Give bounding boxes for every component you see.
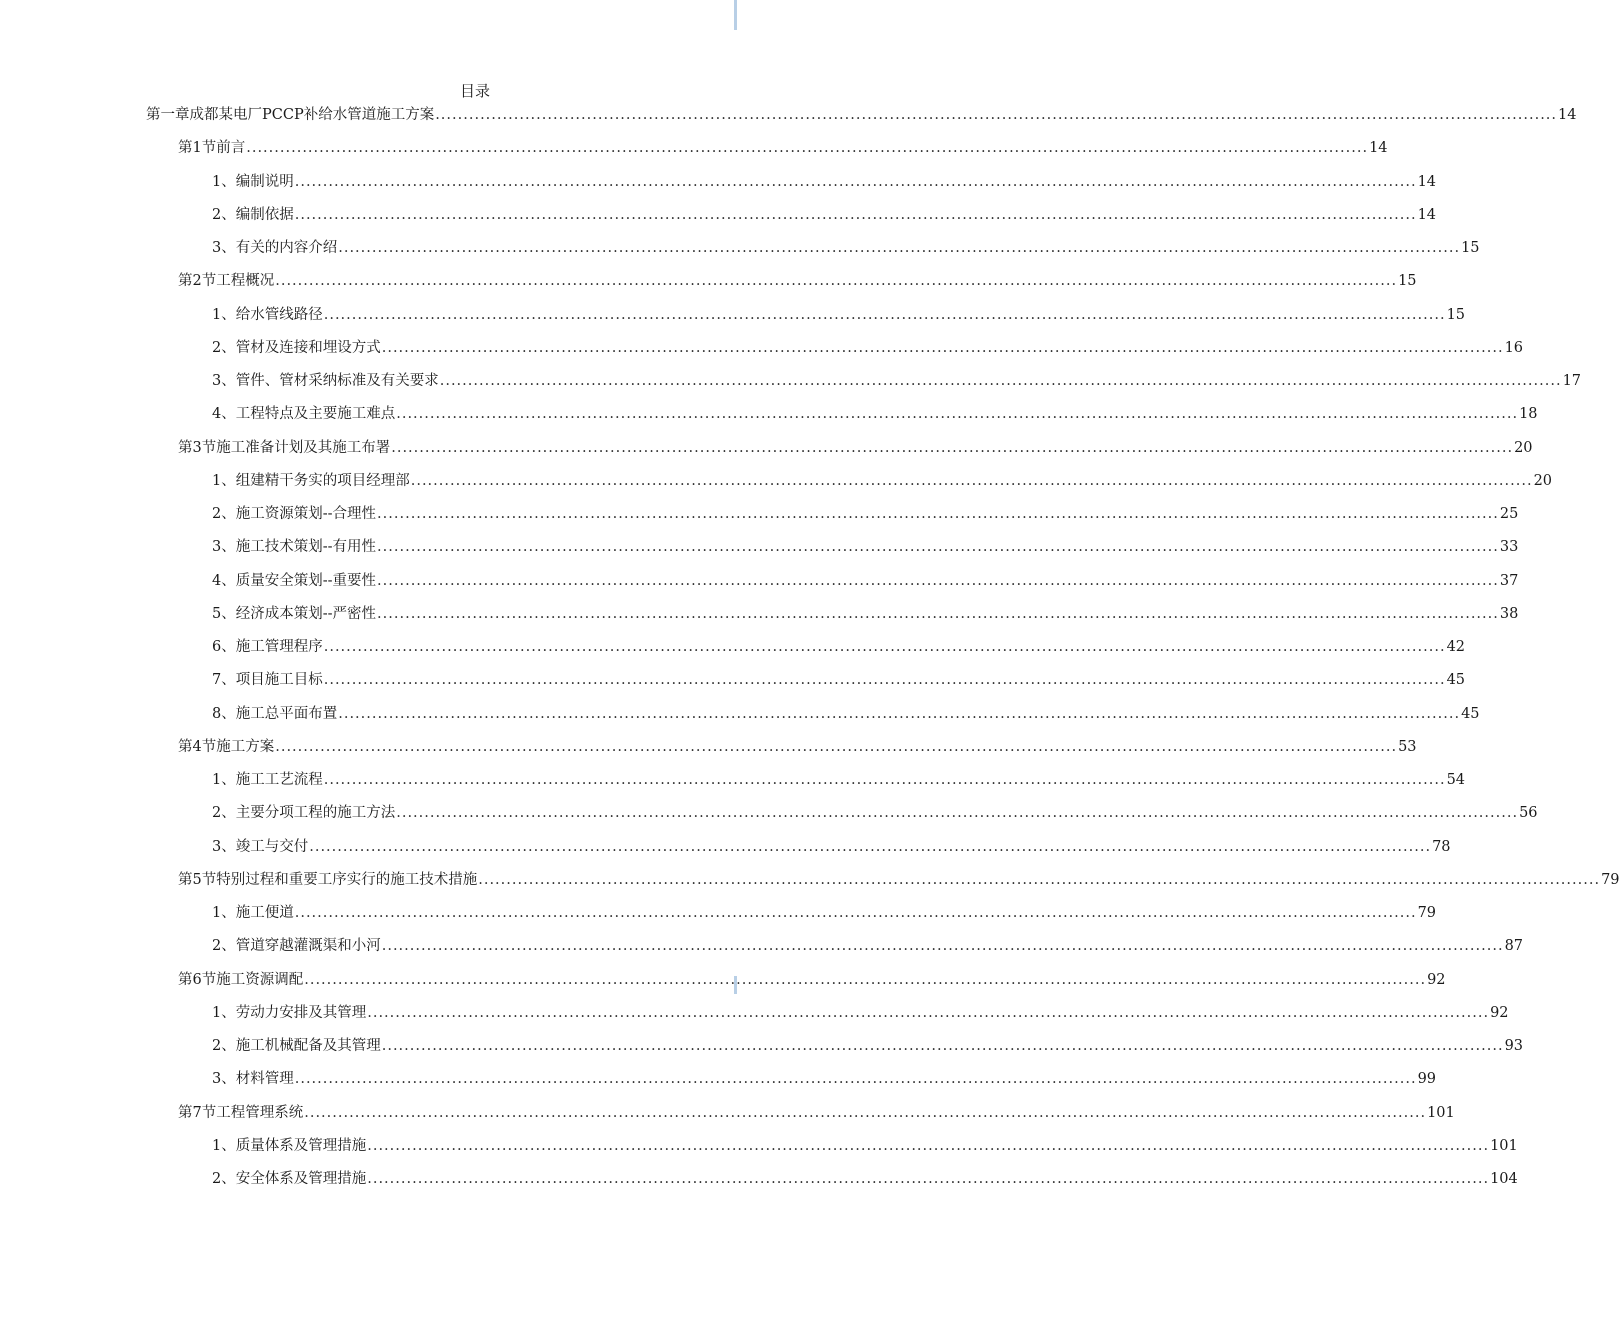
toc-entry-page: 92 bbox=[1490, 1004, 1509, 1021]
toc-entry-number: 7、 bbox=[212, 672, 236, 689]
toc-entry-title: 安全体系及管理措施 bbox=[235, 1171, 367, 1187]
toc-entry-number: 第一章 bbox=[146, 107, 190, 123]
toc-entry-page: 104 bbox=[1490, 1171, 1518, 1187]
toc-entry-number: 2、 bbox=[212, 1038, 236, 1054]
toc-entry-title: 有关的内容介绍 bbox=[235, 240, 338, 256]
toc-entry-title: 工程管理系统 bbox=[216, 1104, 304, 1121]
toc-dot-leader: ........................................................................................................................................................................................................ bbox=[338, 705, 1461, 722]
toc-entry-title: 成都某电厂PCCP补给水管道施工方案 bbox=[189, 107, 435, 123]
toc-entry-page: 25 bbox=[1499, 506, 1519, 522]
toc-entry-number: 3、 bbox=[212, 539, 236, 556]
toc-dot-leader: ........................................................................................................................................................................................................ bbox=[309, 838, 1432, 855]
toc-entry-page: 92 bbox=[1427, 971, 1446, 988]
toc-entry-title: 特别过程和重要工序实行的施工技术措施 bbox=[216, 871, 478, 888]
toc-entry-number: 第1节 bbox=[178, 140, 217, 157]
toc-entry-page: 87 bbox=[1504, 938, 1524, 955]
toc-dot-leader: ........................................................................................................................................................................................................ bbox=[304, 971, 1427, 988]
toc-entry-page: 37 bbox=[1499, 572, 1519, 589]
toc-entry-number: 1、 bbox=[212, 472, 236, 489]
toc-entry-page: 14 bbox=[1369, 140, 1388, 157]
toc-entry-number: 2、 bbox=[212, 938, 236, 955]
toc-entry-title: 工程特点及主要施工难点 bbox=[235, 406, 396, 423]
toc-dot-leader: ........................................................................................................................................................................................................ bbox=[323, 306, 1446, 323]
toc-entry[interactable] bbox=[212, 570, 1519, 592]
toc-entry-number: 第3节 bbox=[178, 439, 217, 456]
toc-entry[interactable] bbox=[212, 503, 1519, 525]
toc-dot-leader: ........................................................................................................................................................................................................ bbox=[377, 605, 1499, 622]
toc-entry-title: 劳动力安排及其管理 bbox=[235, 1004, 367, 1021]
toc-entry[interactable] bbox=[212, 171, 1437, 193]
toc-entry[interactable] bbox=[212, 337, 1524, 359]
toc-entry-title: 给水管线路径 bbox=[235, 306, 323, 323]
toc-entry-number: 第4节 bbox=[178, 738, 217, 755]
toc-entry-page: 101 bbox=[1427, 1104, 1455, 1121]
toc-entry-page: 17 bbox=[1562, 373, 1582, 389]
toc-entry[interactable] bbox=[178, 137, 1388, 159]
toc-entry-number: 3、 bbox=[212, 240, 236, 256]
toc-entry-title: 施工资源调配 bbox=[216, 971, 304, 988]
toc-entry-number: 2、 bbox=[212, 206, 236, 223]
toc-entry[interactable] bbox=[212, 836, 1451, 858]
toc-dot-leader: ........................................................................................................................................................................................................ bbox=[381, 938, 1504, 955]
toc-entry-page: 45 bbox=[1461, 705, 1480, 722]
toc-entry[interactable] bbox=[212, 1168, 1518, 1190]
toc-entry-number: 2、 bbox=[212, 506, 236, 522]
toc-entry-title: 施工机械配备及其管理 bbox=[235, 1038, 381, 1054]
toc-entry-title: 施工资源策划--合理性 bbox=[235, 506, 377, 522]
toc-entry-number: 第7节 bbox=[178, 1104, 217, 1121]
toc-entry-number: 3、 bbox=[212, 373, 236, 389]
toc-entry-page: 93 bbox=[1504, 1038, 1524, 1054]
toc-entry-number: 1、 bbox=[212, 905, 236, 921]
toc-dot-leader: ........................................................................................................................................................................................................ bbox=[246, 140, 1369, 157]
toc-dot-leader: ........................................................................................................................................................................................................ bbox=[377, 506, 1499, 522]
toc-dot-leader: ........................................................................................................................................................................................................ bbox=[377, 539, 1499, 556]
toc-entry-number: 1、 bbox=[212, 306, 236, 323]
toc-entry[interactable] bbox=[178, 869, 1620, 891]
toc-entry-page: 16 bbox=[1504, 339, 1524, 356]
toc-entry[interactable] bbox=[178, 969, 1446, 991]
scrollbar-marker-top bbox=[734, 0, 737, 30]
toc-dot-leader: ........................................................................................................................................................................................................ bbox=[396, 805, 1519, 822]
toc-entry-number: 4、 bbox=[212, 572, 236, 589]
toc-entry-title: 管材及连接和埋设方式 bbox=[235, 339, 381, 356]
toc-entry-page: 20 bbox=[1514, 439, 1533, 456]
toc-entry-title: 施工总平面布置 bbox=[235, 705, 338, 722]
toc-entry[interactable] bbox=[178, 736, 1417, 758]
toc-entry[interactable] bbox=[212, 1002, 1509, 1024]
toc-dot-leader: ........................................................................................................................................................................................................ bbox=[294, 905, 1417, 921]
toc-entry[interactable] bbox=[212, 603, 1519, 625]
toc-entry-page: 15 bbox=[1398, 273, 1417, 290]
toc-entry[interactable] bbox=[212, 204, 1437, 226]
toc-entry-title: 工程概况 bbox=[216, 273, 275, 290]
toc-entry-title: 管道穿越灌溉渠和小河 bbox=[235, 938, 381, 955]
toc-entry-number: 2、 bbox=[212, 339, 236, 356]
toc-entry-page: 54 bbox=[1446, 772, 1466, 788]
toc-entry-title: 编制依据 bbox=[235, 206, 294, 223]
toc-dot-leader: ........................................................................................................................................................................................................ bbox=[391, 439, 1514, 456]
toc-entry-page: 53 bbox=[1398, 738, 1417, 755]
toc-entry[interactable] bbox=[212, 669, 1466, 691]
toc-entry-number: 2、 bbox=[212, 805, 236, 822]
toc-dot-leader: ........................................................................................................................................................................................................ bbox=[294, 1071, 1417, 1088]
toc-entry-page: 15 bbox=[1446, 306, 1466, 323]
toc-entry-number: 4、 bbox=[212, 406, 236, 423]
toc-entry[interactable] bbox=[212, 1068, 1437, 1090]
toc-entry[interactable] bbox=[178, 1102, 1455, 1124]
toc-entry-title: 施工准备计划及其施工布署 bbox=[216, 439, 391, 456]
toc-entry[interactable] bbox=[212, 703, 1480, 725]
toc-entry-page: 42 bbox=[1446, 639, 1466, 655]
toc-dot-leader: ........................................................................................................................................................................................................ bbox=[381, 1038, 1504, 1054]
toc-entry-page: 14 bbox=[1558, 107, 1577, 123]
toc-entry-title: 组建精干务实的项目经理部 bbox=[235, 472, 410, 489]
toc-dot-leader: ........................................................................................................................................................................................................ bbox=[338, 240, 1461, 256]
toc-entry[interactable] bbox=[178, 270, 1417, 292]
toc-entry[interactable] bbox=[146, 104, 1577, 126]
toc-dot-leader: ........................................................................................................................................................................................................ bbox=[275, 738, 1398, 755]
toc-entry-title: 项目施工目标 bbox=[235, 672, 323, 689]
toc-entry-page: 78 bbox=[1432, 838, 1451, 855]
toc-entry-number: 1、 bbox=[212, 1137, 236, 1154]
toc-entry-page: 33 bbox=[1499, 539, 1519, 556]
toc-dot-leader: ........................................................................................................................................................................................................ bbox=[367, 1171, 1490, 1187]
toc-entry-title: 经济成本策划--严密性 bbox=[235, 605, 377, 622]
toc-entry-page: 20 bbox=[1533, 472, 1553, 489]
toc-entry-number: 3、 bbox=[212, 838, 236, 855]
toc-entry[interactable] bbox=[212, 636, 1466, 658]
toc-entry-title: 质量体系及管理措施 bbox=[235, 1137, 367, 1154]
toc-dot-leader: ........................................................................................................................................................................................................ bbox=[323, 672, 1446, 689]
toc-entry-number: 5、 bbox=[212, 605, 236, 622]
toc-entry-title: 施工便道 bbox=[235, 905, 294, 921]
toc-entry-number: 3、 bbox=[212, 1071, 236, 1088]
toc-dot-leader: ........................................................................................................................................................................................................ bbox=[367, 1137, 1490, 1154]
toc-entry-number: 第6节 bbox=[178, 971, 217, 988]
toc-entry-page: 99 bbox=[1417, 1071, 1437, 1088]
toc-entry-page: 14 bbox=[1417, 206, 1437, 223]
toc-dot-leader: ........................................................................................................................................................................................................ bbox=[323, 639, 1446, 655]
toc-dot-leader: ........................................................................................................................................................................................................ bbox=[439, 373, 1562, 389]
toc-entry-title: 施工管理程序 bbox=[235, 639, 323, 655]
toc-entry[interactable] bbox=[212, 802, 1538, 824]
toc-entry-number: 8、 bbox=[212, 705, 236, 722]
toc-entry-title: 施工方案 bbox=[216, 738, 275, 755]
toc-dot-leader: ........................................................................................................................................................................................................ bbox=[304, 1104, 1427, 1121]
toc-entry-title: 管件、管材采纳标准及有关要求 bbox=[235, 373, 439, 389]
toc-entry-page: 79 bbox=[1417, 905, 1437, 921]
toc-entry-number: 第5节 bbox=[178, 871, 217, 888]
toc-entry-page: 45 bbox=[1446, 672, 1466, 689]
toc-entry[interactable] bbox=[212, 1135, 1518, 1157]
toc-entry[interactable] bbox=[212, 370, 1582, 392]
toc-dot-leader: ........................................................................................................................................................................................................ bbox=[410, 472, 1533, 489]
toc-entry-page: 79 bbox=[1601, 871, 1620, 888]
toc-entry-number: 1、 bbox=[212, 173, 236, 190]
toc-dot-leader: ........................................................................................................................................................................................................ bbox=[478, 871, 1601, 888]
toc-dot-leader: ........................................................................................................................................................................................................ bbox=[367, 1004, 1490, 1021]
toc-entry[interactable] bbox=[212, 536, 1519, 558]
toc-entry-title: 施工技术策划--有用性 bbox=[235, 539, 377, 556]
toc-entry-number: 2、 bbox=[212, 1171, 236, 1187]
toc-entry-title: 竣工与交付 bbox=[235, 838, 309, 855]
toc-dot-leader: ........................................................................................................................................................................................................ bbox=[275, 273, 1398, 290]
toc-entry-title: 质量安全策划--重要性 bbox=[235, 572, 377, 589]
toc-entry[interactable] bbox=[212, 237, 1480, 259]
toc-entry-page: 14 bbox=[1417, 173, 1437, 190]
toc-entry[interactable] bbox=[212, 935, 1524, 957]
toc-entry-page: 56 bbox=[1519, 805, 1538, 822]
toc-entry[interactable] bbox=[212, 304, 1466, 326]
toc-dot-leader: ........................................................................................................................................................................................................ bbox=[435, 107, 1558, 123]
toc-entry-title: 编制说明 bbox=[235, 173, 294, 190]
toc-entry-title: 施工工艺流程 bbox=[235, 772, 323, 788]
toc-entry-page: 18 bbox=[1519, 406, 1538, 423]
toc-entry-number: 1、 bbox=[212, 1004, 236, 1021]
toc-entry-page: 38 bbox=[1499, 605, 1519, 622]
toc-dot-leader: ........................................................................................................................................................................................................ bbox=[377, 572, 1499, 589]
toc-dot-leader: ........................................................................................................................................................................................................ bbox=[396, 406, 1519, 423]
toc-entry-title: 前言 bbox=[216, 140, 246, 157]
toc-entry[interactable] bbox=[212, 769, 1466, 791]
toc-dot-leader: ........................................................................................................................................................................................................ bbox=[381, 339, 1504, 356]
toc-entry-title: 材料管理 bbox=[235, 1071, 294, 1088]
toc-dot-leader: ........................................................................................................................................................................................................ bbox=[323, 772, 1446, 788]
toc-entry[interactable] bbox=[212, 403, 1538, 425]
toc-dot-leader: ........................................................................................................................................................................................................ bbox=[294, 173, 1417, 190]
toc-heading: 目录 bbox=[459, 82, 490, 100]
toc-entry-page: 15 bbox=[1461, 240, 1480, 256]
toc-entry[interactable] bbox=[212, 470, 1553, 492]
toc-entry-number: 1、 bbox=[212, 772, 236, 788]
toc-entry-number: 第2节 bbox=[178, 273, 217, 290]
toc-entry-page: 101 bbox=[1490, 1137, 1518, 1154]
toc-entry[interactable] bbox=[178, 437, 1533, 459]
toc-dot-leader: ........................................................................................................................................................................................................ bbox=[294, 206, 1417, 223]
toc-entry[interactable] bbox=[212, 902, 1437, 924]
toc-entry-number: 6、 bbox=[212, 639, 236, 655]
toc-entry[interactable] bbox=[212, 1035, 1524, 1057]
toc-entry-title: 主要分项工程的施工方法 bbox=[235, 805, 396, 822]
